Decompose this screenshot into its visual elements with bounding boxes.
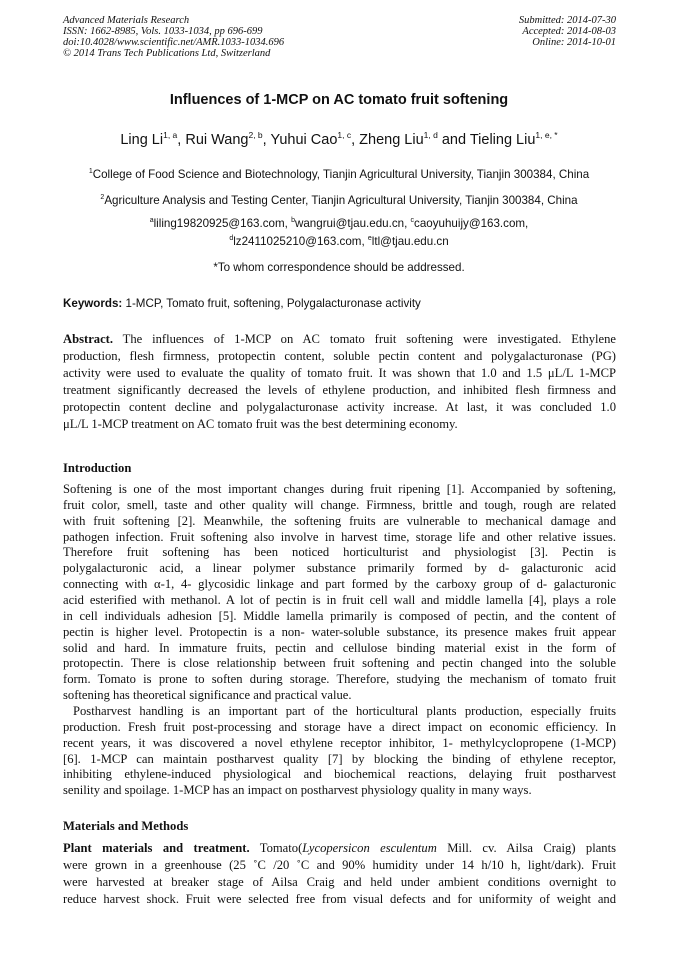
journal-name: Advanced Materials Research [63, 15, 190, 26]
body-line: with fruit softening [2]. Meanwhile, the softening fruits are vulnerable to mechanical damage and [63, 513, 616, 528]
body-line: solid and hard. In immature fruits, pectin and cellulose binding material exist in the form of [63, 640, 616, 655]
body-line: recent years, it was discovered a novel ethylene receptor inhibitor, 1- methylcyclopropene (1-MCP) [63, 735, 616, 750]
body-line: form. Tomato is prone to soften during storage. Therefore, studying the mechanism of tomato fruit [63, 672, 616, 687]
keywords-label: Keywords: [63, 297, 123, 310]
body-line: pathogen infection. Fruit softening also involve in harvest time, storage life and other relative issues. [63, 529, 616, 544]
body-line: senility and spoilage. 1-MCP has an impact on postharvest physiology quality in many ways. [63, 783, 532, 798]
abstract-line: μL/L 1-MCP treatment on AC tomato fruit was the best determining economy. [63, 417, 458, 432]
methods-body [63, 840, 616, 908]
email-mark: a [149, 217, 154, 224]
body-line: in cell individuals adhesion [5]. Middle lamella primarily is composed of pectin, and the content of [63, 608, 616, 623]
doi-line: doi:10.4028/www.scientific.net/AMR.1033-1034.696 [63, 37, 285, 48]
copyright-line: © 2014 Trans Tech Publications Ltd, Switzerland [63, 48, 271, 59]
journal-header [63, 15, 284, 59]
email-line-1 [0, 217, 678, 230]
body-line: pectin is higher level. Protopectin is a non- water-soluble substance, its presence makes fruit appear [63, 624, 616, 639]
author-affil-mark: 2, b [248, 130, 263, 140]
author: Rui Wang [185, 132, 249, 148]
author: Yuhui Cao [270, 132, 338, 148]
body-line: reduce harvest shock. Fruit were selected free from visual defects and for uniformity of weight and [63, 892, 616, 906]
methods-subheading: Plant materials and treatment. [63, 841, 250, 855]
body-line: acid esterified with methanol. A lot of pectin is in fruit cell wall and middle lamella [4], plays a role [63, 593, 616, 608]
email-mark: d [229, 235, 234, 242]
author: Ling Li [120, 132, 164, 148]
affiliation-mark: 1 [88, 168, 93, 175]
correspondence-note: *To whom correspondence should be addressed. [213, 261, 465, 274]
body-line: [6]. 1-MCP can maintain postharvest quality [7] by blocking the binding of ethylene receptor, [63, 751, 616, 766]
author-affil-mark: 1, c [337, 130, 352, 140]
email-mark: c [410, 217, 415, 224]
abstract-line [63, 331, 616, 348]
online-date: Online: 2014-10-01 [532, 37, 616, 48]
affiliation-2 [0, 194, 678, 207]
abstract-line: production, flesh firmness, protopectin content, soluble pectin content and polygalacturonase (PG) [63, 349, 616, 364]
email-link[interactable]: caoyuhuijy@163.com, [414, 217, 529, 230]
paper-title: Influences of 1-MCP on AC tomato fruit softening [169, 92, 509, 108]
affiliation-text: College of Food Science and Biotechnology, Tianjin Agricultural University, Tianjin 300384, China [92, 168, 590, 181]
author-list [0, 130, 678, 148]
email-mark: b [291, 217, 295, 224]
affiliation-1 [0, 168, 678, 181]
introduction-body [63, 482, 616, 799]
body-line: fruit color, smell, taste and other quality will change. Firmness, brittle and tough, rough are related [63, 497, 616, 512]
email-mark: e [367, 235, 372, 242]
accepted-date: Accepted: 2014-08-03 [522, 26, 616, 37]
body-line: connecting with α-1, 4- glycosidic linkage and part formed by the carboxy group of d- galacturonic [63, 577, 616, 592]
introduction-heading: Introduction [63, 461, 132, 475]
author-affil-mark: 1, d [423, 130, 438, 140]
submitted-date: Submitted: 2014-07-30 [518, 15, 616, 26]
dates-header [519, 15, 616, 48]
abstract-label: Abstract. [63, 332, 114, 346]
body-line [63, 840, 616, 857]
abstract-text: The influences of 1-MCP on AC tomato fruit softening were investigated. Ethylene [113, 332, 616, 346]
body-line: were harvested at breaker stage of Ailsa Craig and held under ambient conditions overnight to [63, 875, 616, 889]
body-line: Postharvest handling is an important part of the horticultural plants production, especially fruits [73, 704, 616, 719]
author-separator: , [262, 132, 271, 148]
affiliation-text: Agriculture Analysis and Testing Center, Tianjin Agricultural University, Tianjin 300384, China [104, 194, 578, 207]
author: Zheng Liu [359, 132, 424, 148]
author-affil-mark: 1, a [163, 130, 178, 140]
email-link[interactable]: ltl@tjau.edu.cn [371, 235, 449, 248]
species-name: Lycopersicon esculentum [302, 841, 437, 855]
keywords-line [63, 297, 421, 310]
body-line: softening has theoretical significance and practical value. [63, 688, 352, 703]
author-affil-mark: 1, e, * [535, 130, 558, 140]
email-line-2 [0, 235, 678, 248]
abstract-line: treatment significantly decreased the levels of ethylene production, and inhibited flesh firmness and [63, 383, 616, 398]
body-line: polygalacturonic acid, a linear polymer substance primarily formed by d- galacturonic acid [63, 561, 616, 576]
body-line: protopectin. There is close relationship between fruit softening and pectin changed into the soluble [63, 656, 616, 671]
methods-text: Mill. cv. Ailsa Craig) plants [436, 841, 616, 855]
affiliation-mark: 2 [100, 194, 105, 201]
author-separator: , [177, 132, 186, 148]
body-line: were grown in a greenhouse (25 ˚C /20 ˚C and 90% humidity under 14 h/10 h, light/dark). Fruit [63, 858, 616, 872]
body-line: Therefore fruit softening has been noticed horticulturist and physiologist [3]. Pectin is [63, 545, 616, 560]
abstract-block [63, 331, 616, 434]
methods-heading: Materials and Methods [63, 819, 189, 833]
email-link[interactable]: liling19820925@163.com, [153, 217, 292, 230]
body-line: Softening is one of the most important changes during fruit ripening [1]. Accompanied by softening, [63, 482, 616, 496]
email-link[interactable]: lz2411025210@163.com, [233, 235, 368, 248]
keywords-text: 1-MCP, Tomato fruit, softening, Polygalacturonase activity [122, 297, 421, 310]
body-line: inhibiting ethylene-induced physiological and biochemical reactions, delaying fruit postharvest [63, 767, 616, 782]
author-separator: , [351, 132, 360, 148]
abstract-line: activity were used to evaluate the quality of tomato fruit. It was shown that 1.0 and 1.5 μL/L 1-MCP [63, 366, 616, 381]
abstract-line: protopectin content decline and polygalacturonase activity increase. At last, it was concluded 1.0 [63, 400, 616, 415]
issn-line: ISSN: 1662-8985, Vols. 1033-1034, pp 696-699 [63, 26, 263, 37]
author: Tieling Liu [469, 132, 536, 148]
author-separator: and [437, 132, 470, 148]
body-line: production. Fresh fruit post-processing and storage have a direct impact on economic efficiency. In [63, 719, 616, 734]
email-link[interactable]: wangrui@tjau.edu.cn, [294, 217, 411, 230]
methods-text: Tomato( [249, 841, 303, 855]
